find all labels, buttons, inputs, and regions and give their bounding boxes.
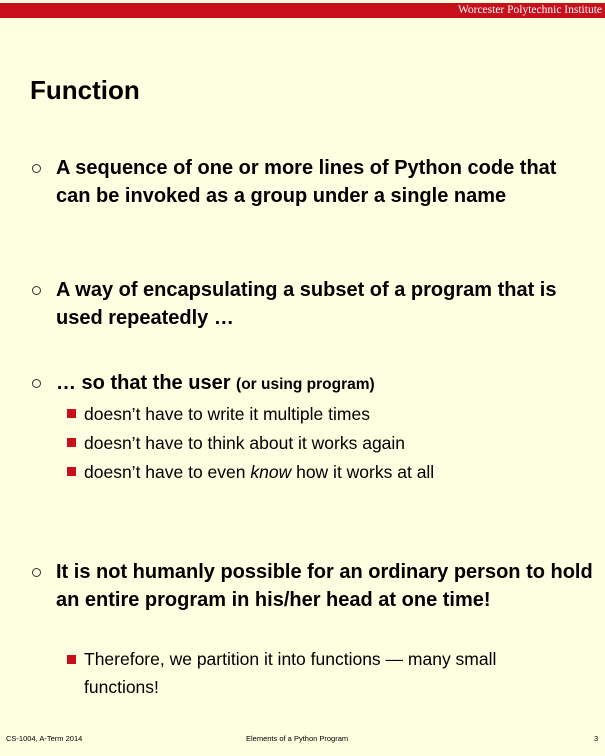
institution-name: Worcester Polytechnic Institute (457, 4, 602, 16)
footer-page-number: 3 (594, 734, 599, 743)
slide-title: Function (30, 75, 140, 105)
sub-bullet-square-icon (67, 409, 76, 418)
sub-bullet-text-after: how it works at all (291, 462, 435, 482)
footer-course: CS-1004, A-Term 2014 (6, 734, 83, 743)
bullet-circle-icon (32, 164, 41, 173)
bullet-text-2: A way of encapsulating a subset of a program that is used repeatedly … (56, 279, 557, 329)
sub-bullet-text-emphasis: know (250, 462, 292, 482)
sub-bullet-square-icon (67, 467, 76, 476)
sub-bullet-text-before: doesn’t have to even (84, 462, 251, 482)
sub-bullet-text: Therefore, we partition it into functions — many small functions! (84, 649, 497, 697)
sub-bullet-text: doesn’t have to think about it works again (84, 433, 406, 453)
sub-bullet-text: doesn’t have to write it multiple times (84, 404, 370, 424)
bullet-text-3 (56, 369, 596, 399)
sub-bullet-square-icon (67, 655, 76, 664)
bullet-text-3-aside: (or using program) (236, 376, 375, 393)
bullet-circle-icon (32, 286, 41, 295)
bullet-text-4: It is not humanly possible for an ordinary person to hold an entire program in his/her head at one time! (56, 561, 593, 611)
bullet-circle-icon (32, 568, 41, 577)
bullet-circle-icon (32, 379, 41, 388)
sub-bullet-text (84, 458, 584, 486)
bullet-text-1: A sequence of one or more lines of Python code that can be invoked as a group under a single name (56, 157, 557, 207)
header-bar (0, 3, 605, 18)
footer-topic: Elements of a Python Program (246, 734, 349, 743)
bullet-text-3-main: … so that the user (56, 372, 231, 394)
sub-bullet-square-icon (67, 438, 76, 447)
